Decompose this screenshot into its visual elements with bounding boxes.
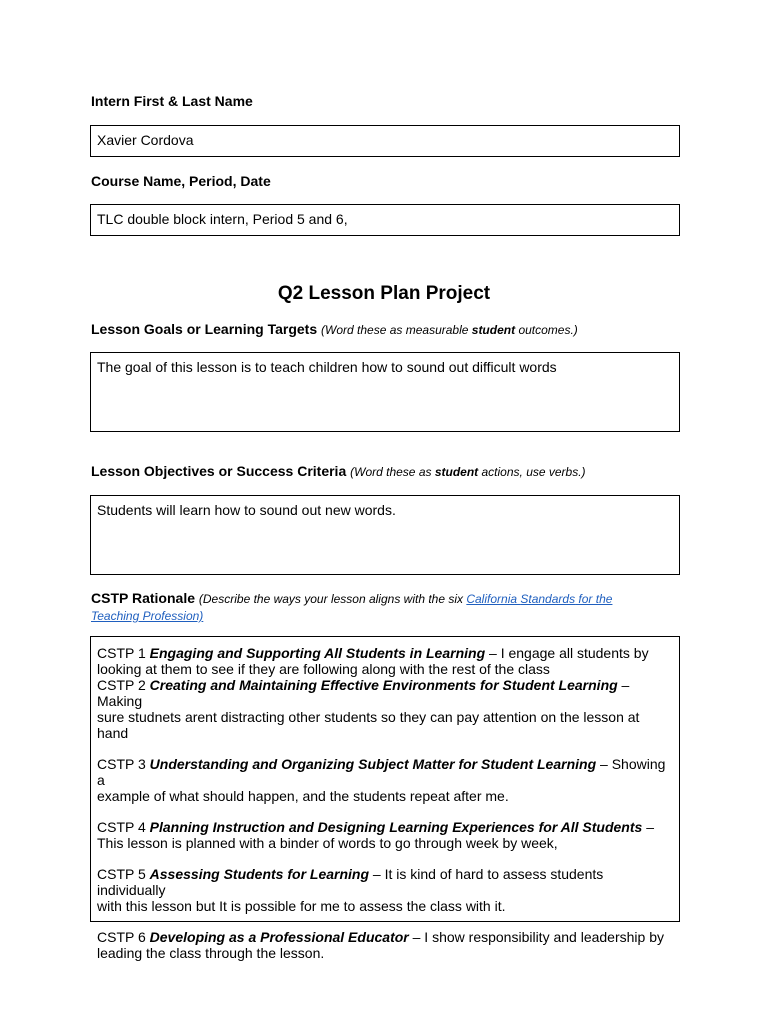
cstp-standards-link[interactable]: California Standards for the Teaching Profession) bbox=[91, 592, 613, 623]
goals-label: Lesson Goals or Learning Targets bbox=[91, 321, 318, 337]
cstp-note: (Describe the ways your lesson aligns with the six California Standards for the Teaching Profession) bbox=[91, 592, 613, 623]
cstp-field[interactable] bbox=[90, 636, 680, 961]
cstp-item: CSTP 4 Planning Instruction and Designing Learning Experiences for All Students – This lesson is planned with a binder of words to go through week by week, bbox=[97, 819, 654, 851]
objectives-label: Lesson Objectives or Success Criteria bbox=[91, 463, 347, 479]
course-value: TLC double block intern, Period 5 and 6, bbox=[97, 211, 348, 227]
page-title: Q2 Lesson Plan Project bbox=[277, 283, 491, 304]
goals-value: The goal of this lesson is to teach children how to sound out difficult words bbox=[97, 359, 557, 375]
intern-name-value: Xavier Cordova bbox=[97, 132, 194, 148]
cstp-heading bbox=[91, 590, 681, 624]
objectives-value: Students will learn how to sound out new words. bbox=[97, 502, 396, 518]
cstp-item: CSTP 5 Assessing Students for Learning – It is kind of hard to assess students individually with this lesson but It is possible for me to assess the class with it. bbox=[97, 866, 604, 914]
cstp-item: CSTP 2 Creating and Maintaining Effective Environments for Student Learning – Making sure studnets arent distracting other students so they can pay attention on the lesson at hand bbox=[97, 677, 640, 741]
objectives-heading bbox=[91, 463, 586, 480]
course-field[interactable] bbox=[90, 204, 680, 236]
intern-name-field[interactable] bbox=[90, 125, 680, 157]
intern-name-label: Intern First & Last Name bbox=[91, 93, 253, 109]
course-label: Course Name, Period, Date bbox=[91, 173, 271, 189]
goals-note: (Word these as measurable student outcomes.) bbox=[321, 323, 578, 337]
cstp-item: CSTP 1 Engaging and Supporting All Students in Learning – I engage all students by looking at them to see if they are following along with the rest of the class bbox=[97, 645, 649, 677]
cstp-item: CSTP 6 Developing as a Professional Educator – I show responsibility and leadership by leading the class through the lesson. bbox=[97, 929, 664, 961]
objectives-field[interactable] bbox=[90, 495, 680, 575]
cstp-item: CSTP 3 Understanding and Organizing Subject Matter for Student Learning – Showing a example of what should happen, and the students repeat after me. bbox=[97, 756, 666, 804]
objectives-note: (Word these as student actions, use verbs.) bbox=[350, 465, 586, 479]
goals-heading bbox=[91, 321, 578, 338]
goals-field[interactable] bbox=[90, 352, 680, 432]
cstp-label: CSTP Rationale bbox=[91, 590, 195, 606]
